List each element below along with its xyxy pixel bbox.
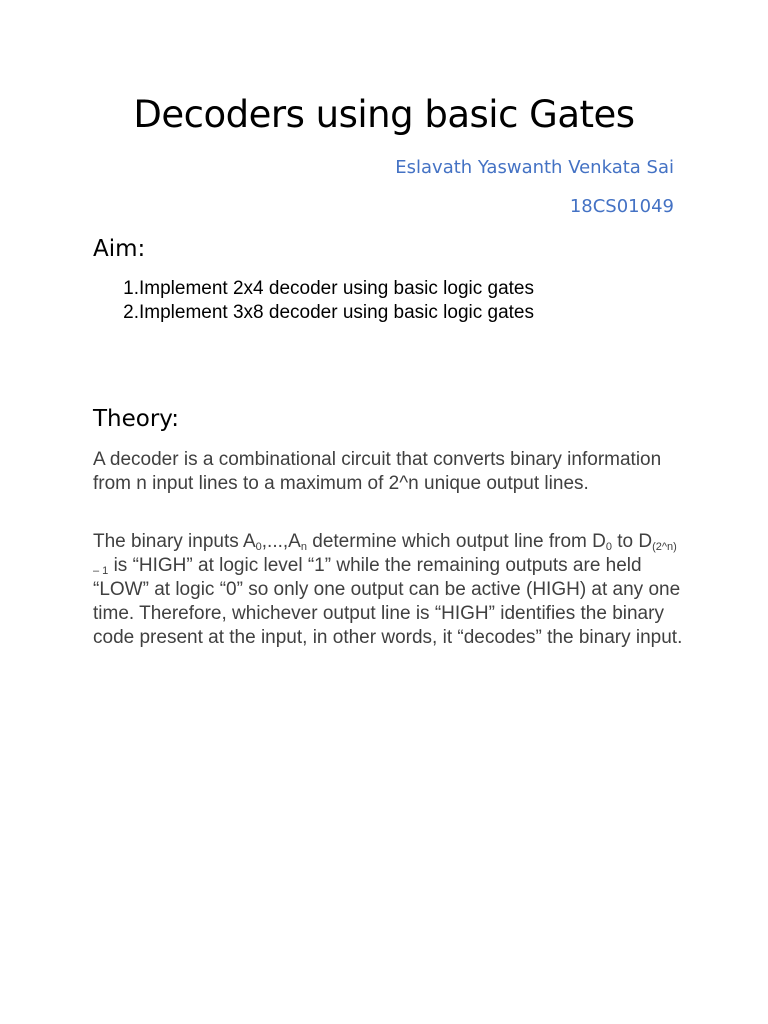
list-item <box>93 301 534 325</box>
subscript: 0 <box>255 541 262 553</box>
subscript: (2^n) – 1 <box>93 541 677 577</box>
author-name: Eslavath Yaswanth Venkata Sai <box>395 157 674 178</box>
list-item <box>93 277 534 301</box>
subscript: n <box>300 541 307 553</box>
text-run: to D <box>611 531 653 552</box>
text-run: determine which output line from D <box>306 531 606 552</box>
text-run: The binary inputs A <box>93 531 256 552</box>
text-run: ,...,A <box>261 531 301 552</box>
text-run: is “HIGH” at logic level “1” while the remaining outputs are held “LOW” at logic “0” so only one output can be active (HIGH) at any one time. Therefore, whichever output line is “HIGH” identifies the binary code present at the input, in other words, it “decodes” the binary input. <box>93 555 683 648</box>
aim-heading: Aim: <box>93 236 146 262</box>
aim-list <box>93 277 534 325</box>
roll-number: 18CS01049 <box>569 196 674 217</box>
theory-paragraph-2 <box>93 530 683 650</box>
theory-paragraph-1: A decoder is a combinational circuit that converts binary information from n input lines to a maximum of 2^n unique output lines. <box>93 449 662 494</box>
page-title: Decoders using basic Gates <box>133 93 635 136</box>
list-item-number: 2. <box>123 302 139 323</box>
list-item-number: 1. <box>123 278 139 299</box>
theory-heading: Theory: <box>93 406 179 432</box>
list-item-text: Implement 3x8 decoder using basic logic gates <box>139 302 535 323</box>
list-item-text: Implement 2x4 decoder using basic logic gates <box>139 278 535 299</box>
subscript: 0 <box>605 541 612 553</box>
